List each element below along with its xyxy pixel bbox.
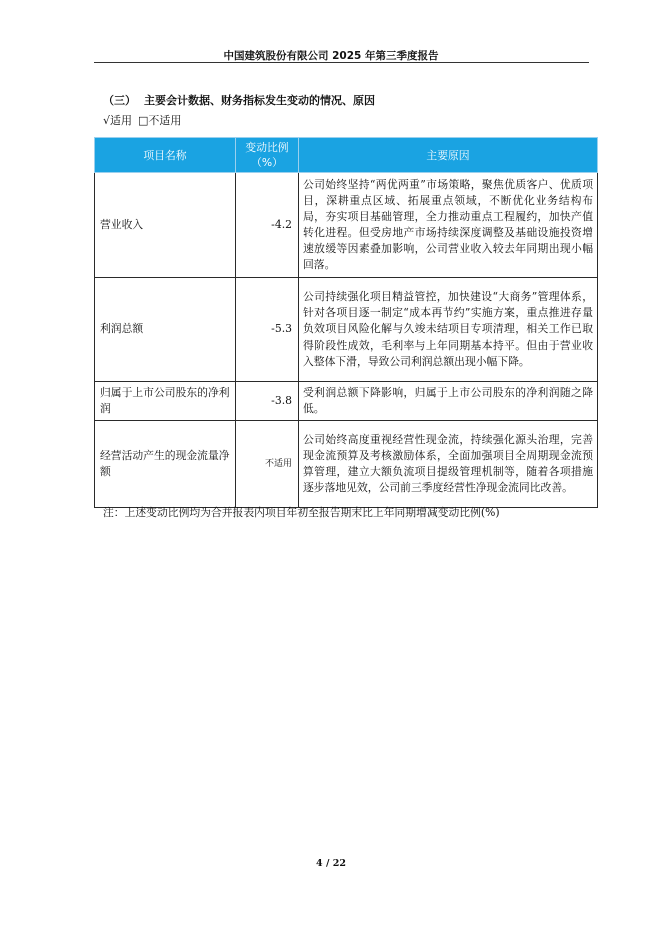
row-reason: 公司始终高度重视经营性现金流，持续强化源头治理，完善现金流预算及考核激励体系，全面加强项目全周期现金流预算管理，建立大额负流项目提级管理机制等，随着各项措施逐步落地见效，公司前三季度经营性净现金流同比改善。: [299, 421, 598, 508]
not-applicable-option: □不适用: [138, 114, 182, 127]
header-ratio-unit: （%）: [251, 156, 283, 169]
page-header-title: 中国建筑股份有限公司 2025 年第三季度报告: [223, 50, 439, 62]
table-row: [95, 382, 598, 421]
header-item-name: 项目名称: [95, 138, 236, 173]
table-row: [95, 421, 598, 508]
row-change-ratio: -4.2: [236, 173, 299, 278]
row-item-name: 营业收入: [95, 173, 236, 278]
financial-change-table: [94, 137, 598, 508]
row-reason: 公司持续强化项目精益管控，加快建设“大商务”管理体系，针对各项目逐一制定“成本再节约”实施方案，重点推进存量负效项目风险化解与久竣未结项目专项清理，相关工作已取得阶段性成效，毛利率与上年同期基本持平。但由于营业收入整体下滑，导致公司利润总额出现小幅下降。: [299, 278, 598, 382]
row-item-name: 经营活动产生的现金流量净额: [95, 421, 236, 508]
applicability-options: [103, 112, 187, 128]
row-reason: 受利润总额下降影响，归属于上市公司股东的净利润随之降低。: [299, 382, 598, 421]
row-change-ratio: -3.8: [236, 382, 299, 421]
table-header-row: [95, 138, 598, 173]
table-footnote: 注：上述变动比例均为合并报表内项目年初至报告期末比上年同期增减变动比例(%): [103, 506, 500, 519]
header-main-reason: 主要原因: [299, 138, 598, 173]
row-change-ratio: -5.3: [236, 278, 299, 382]
page-number: 4 / 22: [316, 858, 346, 869]
applicable-option: √适用: [103, 114, 133, 127]
table-row: [95, 278, 598, 382]
header-ratio-label: 变动比例: [245, 141, 289, 154]
section-title: 主要会计数据、财务指标发生变动的情况、原因: [144, 94, 375, 107]
row-reason: 公司始终坚持“两优两重”市场策略，聚焦优质客户、优质项目，深耕重点区域、拓展重点领域，不断优化业务结构布局，夯实项目基础管理，全力推动重点工程履约，加快产值转化进程。但受房地产市场持续深度调整及基础设施投资增速放缓等因素叠加影响，公司营业收入较去年同期出现小幅回落。: [299, 173, 598, 278]
section-number: （三）: [103, 94, 136, 107]
row-item-name: 归属于上市公司股东的净利润: [95, 382, 236, 421]
row-item-name: 利润总额: [95, 278, 236, 382]
row-change-ratio: 不适用: [236, 421, 299, 508]
section-heading: [103, 92, 375, 108]
table-row: [95, 173, 598, 278]
header-divider: [94, 62, 589, 63]
header-change-ratio: [236, 138, 299, 173]
